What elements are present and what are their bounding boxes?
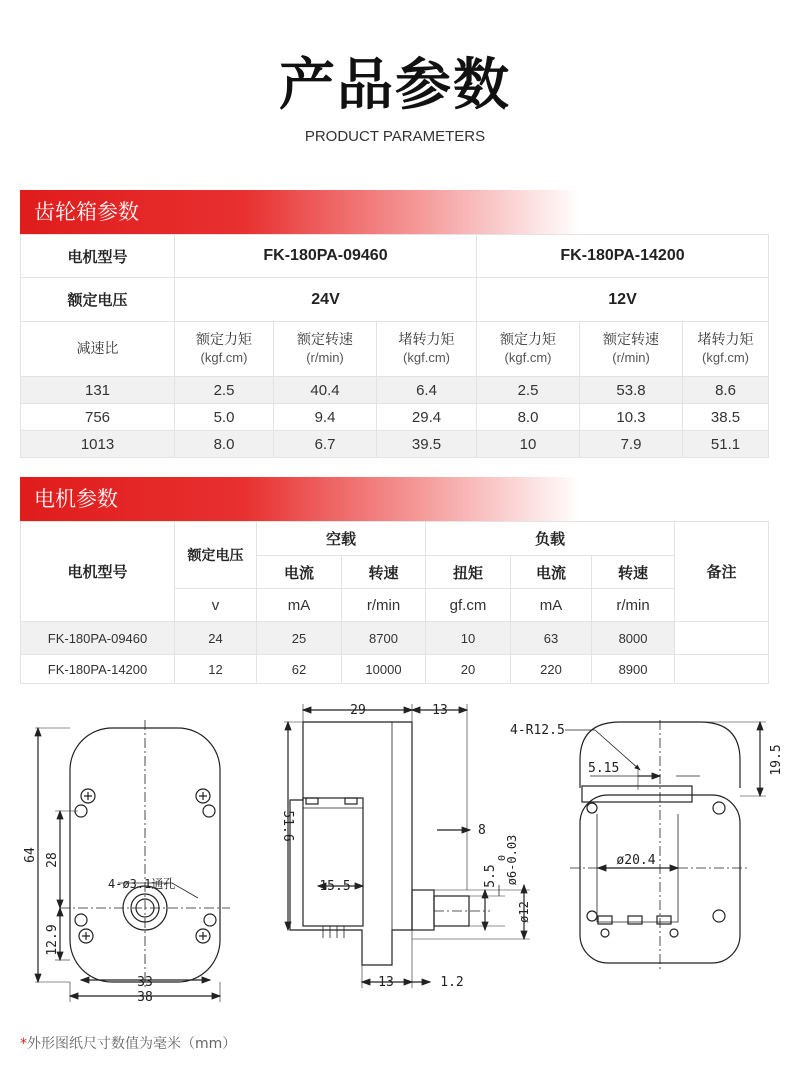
table-row: 1013 8.0 6.7 39.5 10 7.9 51.1 xyxy=(21,431,769,458)
motor-unit: v xyxy=(175,589,257,622)
motor-subheader: 扭矩 xyxy=(426,556,511,589)
gearbox-col-header: 额定转速 (r/min) xyxy=(274,322,377,377)
gearbox-model-label: 电机型号 xyxy=(21,235,175,278)
gearbox-table xyxy=(20,234,769,458)
motor-load-label: 负载 xyxy=(426,522,675,556)
gearbox-model-2: FK-180PA-14200 xyxy=(477,235,769,278)
motor-noload-label: 空载 xyxy=(257,522,426,556)
dim-label: 19.5 xyxy=(769,744,784,776)
gearbox-col-header: 额定力矩 (kgf.cm) xyxy=(477,322,580,377)
gearbox-voltage-2: 12V xyxy=(477,278,769,322)
dim-label: 5.5 xyxy=(483,864,498,888)
motor-subheader: 电流 xyxy=(511,556,592,589)
motor-unit: r/min xyxy=(592,589,675,622)
motor-unit: mA xyxy=(257,589,342,622)
dim-label: 13 xyxy=(432,703,448,718)
front-view xyxy=(35,720,230,1002)
table-row: FK-180PA-09460 24 25 8700 10 63 8000 xyxy=(21,622,769,655)
motor-table xyxy=(20,521,769,684)
dim-label: 28 xyxy=(45,852,60,868)
page-title: 产品参数 xyxy=(279,53,511,118)
dim-label: ø12 xyxy=(517,901,531,923)
motor-model-label: 电机型号 xyxy=(21,522,175,622)
gearbox-col-header: 额定转速 (r/min) xyxy=(580,322,683,377)
dim-label: 0 xyxy=(497,854,508,862)
table-row: 131 2.5 40.4 6.4 2.5 53.8 8.6 xyxy=(21,377,769,404)
motor-section-title: 电机参数 xyxy=(20,477,580,521)
footnote: *外形图纸尺寸数值为毫米（mm） xyxy=(20,1036,237,1052)
table-row: FK-180PA-14200 12 62 10000 20 220 8900 xyxy=(21,655,769,684)
rear-view xyxy=(565,720,766,970)
gearbox-voltage-1: 24V xyxy=(175,278,477,322)
motor-subheader: 转速 xyxy=(342,556,426,589)
gearbox-model-1: FK-180PA-09460 xyxy=(175,235,477,278)
dim-label: 29 xyxy=(350,703,366,718)
dim-label: 5.15 xyxy=(588,761,620,776)
motor-unit: r/min xyxy=(342,589,426,622)
gearbox-voltage-label: 额定电压 xyxy=(21,278,175,322)
motor-unit: gf.cm xyxy=(426,589,511,622)
dim-label: 38 xyxy=(137,990,153,1005)
motor-unit: mA xyxy=(511,589,592,622)
dimension-drawing xyxy=(0,690,790,1020)
dim-label: 33 xyxy=(137,975,153,990)
dim-label: ø20.4 xyxy=(616,853,656,868)
dim-label: 1.2 xyxy=(440,975,464,990)
motor-voltage-label: 额定电压 xyxy=(175,522,257,589)
gearbox-ratio-label: 减速比 xyxy=(21,322,175,377)
motor-remark-label: 备注 xyxy=(675,522,769,622)
dim-label: 15.5 xyxy=(319,879,351,894)
page-subtitle: PRODUCT PARAMETERS xyxy=(304,128,486,145)
dim-label: 8 xyxy=(478,823,486,838)
gearbox-col-header: 额定力矩 (kgf.cm) xyxy=(175,322,274,377)
dim-label: 13 xyxy=(378,975,394,990)
dim-label: 51.6 xyxy=(280,810,295,842)
side-view xyxy=(284,704,530,988)
gearbox-section-title: 齿轮箱参数 xyxy=(20,190,580,234)
dim-label: 4-R12.5 xyxy=(510,723,565,738)
dim-label: 4-ø3.1通孔 xyxy=(108,877,176,891)
gearbox-col-header: 堵转力矩 (kgf.cm) xyxy=(377,322,477,377)
dim-label: 64 xyxy=(23,847,38,863)
table-row: 756 5.0 9.4 29.4 8.0 10.3 38.5 xyxy=(21,404,769,431)
gearbox-col-header: 堵转力矩 (kgf.cm) xyxy=(683,322,769,377)
dim-label: ø6-0.03 xyxy=(505,834,519,886)
motor-subheader: 转速 xyxy=(592,556,675,589)
motor-subheader: 电流 xyxy=(257,556,342,589)
dim-label: 12.9 xyxy=(45,924,60,956)
